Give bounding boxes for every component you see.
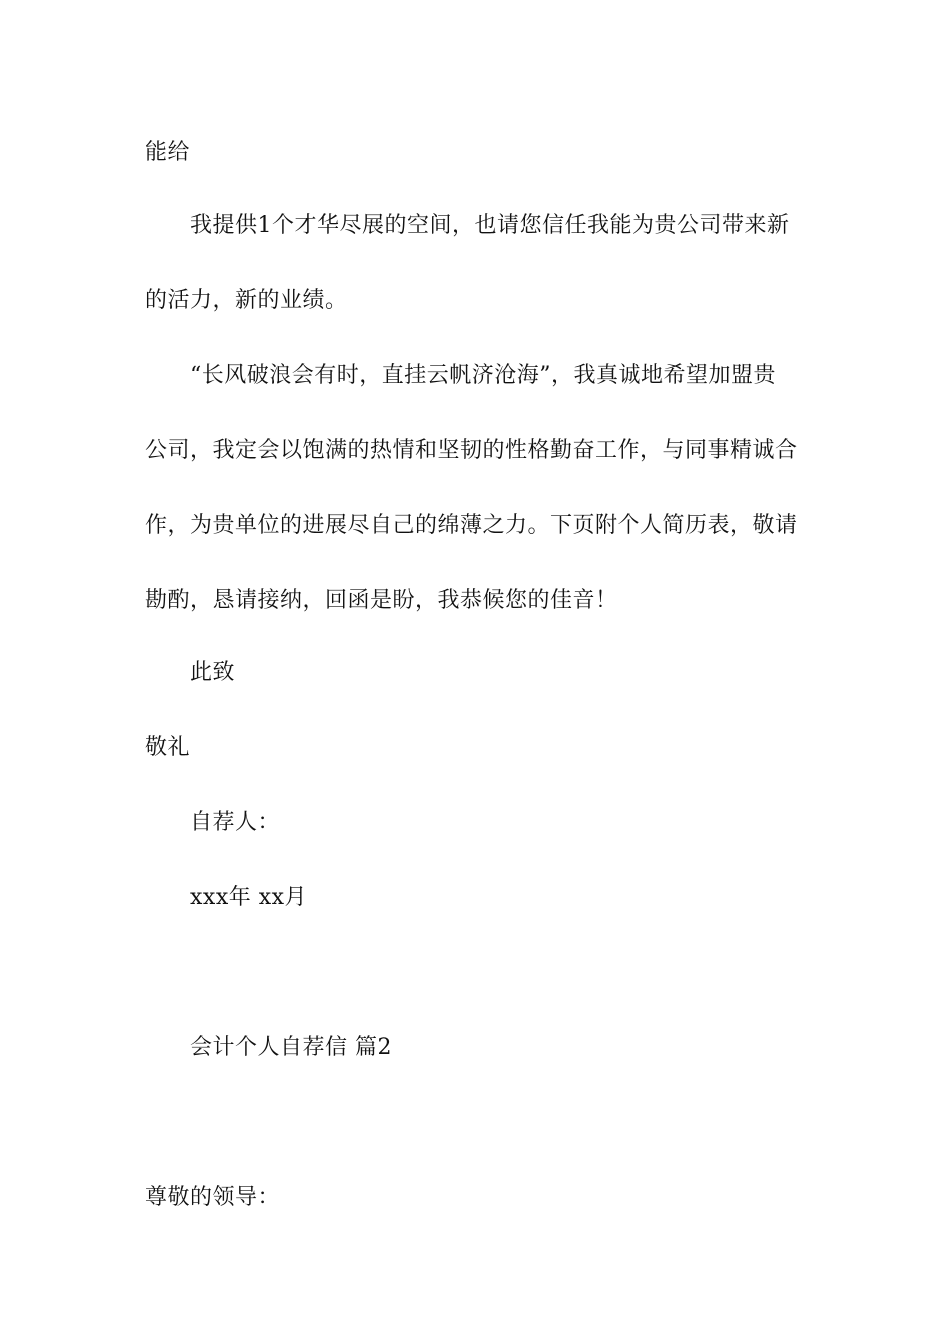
paragraph-line-4: 公司，我定会以饱满的热情和坚韧的性格勤奋工作，与同事精诚合 [145, 438, 798, 463]
section-heading: 会计个人自荐信 篇2 [190, 1035, 392, 1060]
paragraph-line-3: “长风破浪会有时，直挂云帆济沧海”，我真诚地希望加盟贵 [190, 363, 776, 388]
closing-ci-zhi: 此致 [190, 660, 236, 685]
paragraph-line-1: 我提供1个才华尽展的空间，也请您信任我能为贵公司带来新 [190, 213, 790, 238]
paragraph-line-6: 勘酌，恳请接纳，回函是盼，我恭候您的佳音！ [145, 588, 618, 613]
paragraph-line-2: 的活力，新的业绩。 [145, 288, 348, 313]
signature-label: 自荐人： [190, 810, 281, 835]
salutation: 尊敬的领导： [145, 1185, 281, 1210]
paragraph-line-5: 作，为贵单位的进展尽自己的绵薄之力。下页附个人简历表，敬请 [145, 513, 798, 538]
closing-jing-li: 敬礼 [145, 735, 191, 760]
date-line: xxx年 xx月 [190, 885, 308, 910]
text-line-neng-gei: 能给 [145, 140, 191, 165]
